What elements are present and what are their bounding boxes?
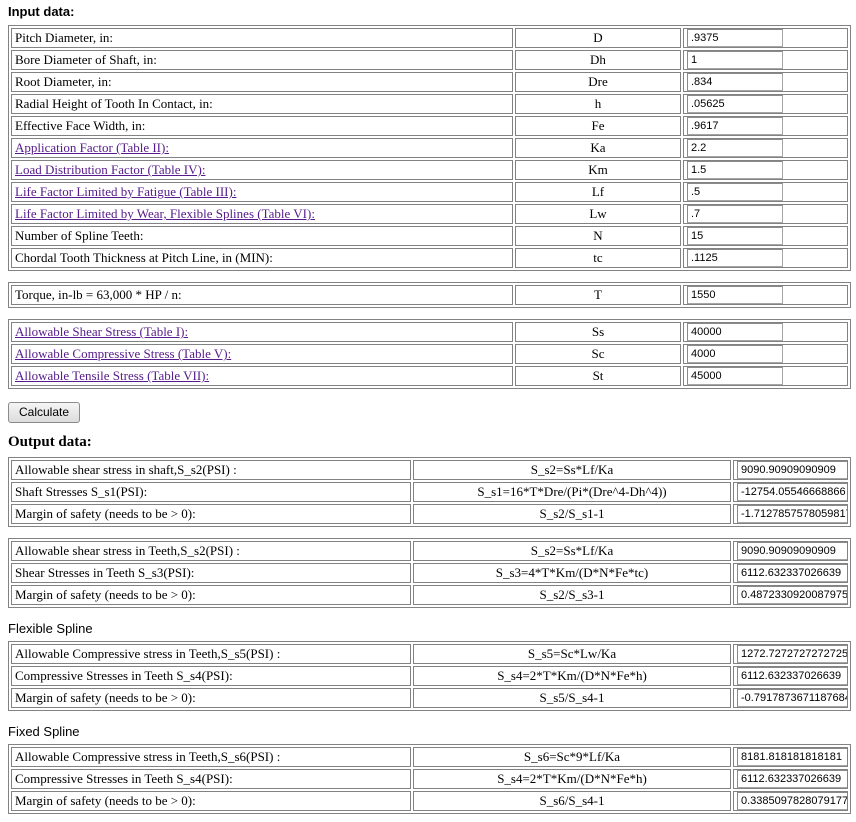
formula-cell — [413, 504, 731, 524]
output-value-field[interactable] — [737, 645, 848, 663]
symbol-cell — [515, 116, 681, 136]
formula-cell — [413, 688, 731, 708]
value-cell — [683, 116, 848, 136]
table-row — [11, 204, 848, 224]
symbol-label: Fe — [591, 118, 605, 134]
row-label: Effective Face Width, in: — [15, 118, 146, 134]
row-label-cell — [11, 28, 513, 48]
value-cell — [683, 72, 848, 92]
value-cell — [683, 160, 848, 180]
symbol-cell — [515, 204, 681, 224]
output-label: Compressive Stresses in Teeth S_s4(PSI): — [15, 771, 233, 787]
symbol-cell — [515, 344, 681, 364]
input-table — [8, 25, 851, 271]
symbol-cell — [515, 366, 681, 386]
calculate-button[interactable]: Calculate — [8, 402, 80, 423]
row-label: Root Diameter, in: — [15, 74, 112, 90]
value-input[interactable] — [687, 139, 783, 157]
table-row — [11, 28, 848, 48]
symbol-label: Dre — [588, 74, 608, 90]
output-label-cell — [11, 460, 411, 480]
calculate-button-row — [8, 402, 851, 423]
output-value-field[interactable] — [737, 667, 848, 685]
factor-table-link[interactable]: Life Factor Limited by Fatigue (Table III): — [15, 184, 237, 200]
symbol-label: Km — [588, 162, 608, 178]
output-value-cell — [733, 644, 848, 664]
table-row — [11, 285, 848, 305]
table-row — [11, 769, 848, 789]
output-value-cell — [733, 460, 848, 480]
table-row — [11, 94, 848, 114]
formula-label: S_s6=Sc*9*Lf/Ka — [523, 749, 621, 765]
output-label: Shaft Stresses S_s1(PSI): — [15, 484, 148, 500]
value-cell — [683, 226, 848, 246]
input-data-heading: Input data: — [8, 4, 75, 19]
formula-label: S_s5=Sc*Lw/Ka — [527, 646, 617, 662]
row-label: Radial Height of Tooth In Contact, in: — [15, 96, 213, 112]
formula-label: S_s4=2*T*Km/(D*N*Fe*h) — [497, 668, 647, 684]
formula-cell — [413, 563, 731, 583]
symbol-label: Ka — [590, 140, 606, 156]
value-cell — [683, 138, 848, 158]
symbol-cell — [515, 160, 681, 180]
row-label-cell — [11, 248, 513, 268]
symbol-label: Lf — [591, 184, 605, 200]
formula-label: S_s2/S_s1-1 — [539, 506, 605, 522]
output-label: Margin of safety (needs to be > 0): — [15, 690, 196, 706]
formula-label: S_s2/S_s3-1 — [539, 587, 605, 603]
output-value-cell — [733, 482, 848, 502]
row-label-cell — [11, 94, 513, 114]
symbol-cell — [515, 322, 681, 342]
value-cell — [683, 322, 848, 342]
output-label: Margin of safety (needs to be > 0): — [15, 506, 196, 522]
output-value-field[interactable] — [737, 770, 848, 788]
table-row — [11, 688, 848, 708]
symbol-cell — [515, 94, 681, 114]
row-label-cell — [11, 50, 513, 70]
symbol-cell — [515, 285, 681, 305]
table-row — [11, 666, 848, 686]
output-table-shaft — [8, 457, 851, 527]
output-value-cell — [733, 747, 848, 767]
symbol-cell — [515, 138, 681, 158]
factor-table-link[interactable]: Application Factor (Table II): — [15, 140, 169, 156]
output-label: Margin of safety (needs to be > 0): — [15, 587, 196, 603]
table-row — [11, 248, 848, 268]
table-row — [11, 791, 848, 811]
row-label-cell — [11, 226, 513, 246]
row-label-cell — [11, 116, 513, 136]
table-row — [11, 344, 848, 364]
output-value-field[interactable] — [737, 689, 848, 707]
table-row — [11, 50, 848, 70]
table-row — [11, 541, 848, 561]
table-row — [11, 563, 848, 583]
value-input[interactable] — [687, 29, 783, 47]
value-cell — [683, 204, 848, 224]
formula-label: S_s1=16*T*Dre/(Pi*(Dre^4-Dh^4)) — [477, 484, 667, 500]
output-label-cell — [11, 747, 411, 767]
row-label-cell — [11, 366, 513, 386]
formula-cell — [413, 482, 731, 502]
output-value-cell — [733, 769, 848, 789]
formula-label: S_s6/S_s4-1 — [539, 793, 605, 809]
row-label-cell — [11, 285, 513, 305]
table-row — [11, 460, 848, 480]
symbol-label: St — [592, 368, 604, 384]
symbol-label: h — [594, 96, 602, 112]
output-table-flexible-spline — [8, 641, 851, 711]
formula-cell — [413, 769, 731, 789]
output-label: Allowable Compressive stress in Teeth,S_s5(PSI) : — [15, 646, 281, 662]
formula-cell — [413, 791, 731, 811]
fixed-spline-heading: Fixed Spline — [8, 724, 80, 740]
output-label-cell — [11, 644, 411, 664]
row-label: Bore Diameter of Shaft, in: — [15, 52, 157, 68]
output-value-cell — [733, 666, 848, 686]
formula-label: S_s2=Ss*Lf/Ka — [530, 543, 614, 559]
value-input[interactable] — [687, 205, 783, 223]
formula-cell — [413, 747, 731, 767]
output-value-field[interactable] — [737, 542, 848, 560]
formula-label: S_s3=4*T*Km/(D*N*Fe*tc) — [495, 565, 649, 581]
row-label-cell — [11, 182, 513, 202]
output-value-cell — [733, 791, 848, 811]
output-value-cell — [733, 688, 848, 708]
value-input[interactable] — [687, 367, 783, 385]
value-cell — [683, 50, 848, 70]
torque-table — [8, 282, 851, 308]
symbol-cell — [515, 248, 681, 268]
factor-table-link[interactable]: Load Distribution Factor (Table IV): — [15, 162, 206, 178]
table-row — [11, 585, 848, 605]
output-value-field[interactable] — [737, 792, 848, 810]
output-label: Shear Stresses in Teeth S_s3(PSI): — [15, 565, 195, 581]
output-label-cell — [11, 666, 411, 686]
value-input[interactable] — [687, 161, 783, 179]
value-input[interactable] — [687, 183, 783, 201]
factor-table-link[interactable]: Life Factor Limited by Wear, Flexible Splines (Table VI): — [15, 206, 315, 222]
row-label-cell — [11, 322, 513, 342]
row-label-cell — [11, 138, 513, 158]
row-label: Chordal Tooth Thickness at Pitch Line, in (MIN): — [15, 250, 273, 266]
value-cell — [683, 182, 848, 202]
symbol-label: T — [594, 287, 602, 303]
flexible-spline-heading: Flexible Spline — [8, 621, 93, 637]
output-label-cell — [11, 563, 411, 583]
output-label-cell — [11, 688, 411, 708]
symbol-label: D — [593, 30, 603, 45]
value-input[interactable] — [687, 345, 783, 363]
output-value-field[interactable] — [737, 564, 848, 582]
output-label-cell — [11, 585, 411, 605]
value-cell — [683, 248, 848, 268]
output-label: Allowable Compressive stress in Teeth,S_s6(PSI) : — [15, 749, 281, 765]
symbol-cell — [515, 50, 681, 70]
value-input[interactable] — [687, 51, 783, 69]
output-label: Allowable shear stress in shaft,S_s2(PSI) : — [15, 462, 237, 478]
output-value-field[interactable] — [737, 461, 848, 479]
output-label-cell — [11, 769, 411, 789]
value-input[interactable] — [687, 286, 783, 304]
row-label-cell — [11, 160, 513, 180]
symbol-label: Sc — [591, 346, 605, 362]
table-row — [11, 644, 848, 664]
factor-table-link[interactable]: Allowable Compressive Stress (Table V): — [15, 346, 232, 362]
output-value-cell — [733, 541, 848, 561]
factor-table-link[interactable]: Allowable Shear Stress (Table I): — [15, 324, 189, 340]
output-value-field[interactable] — [737, 586, 848, 604]
table-row — [11, 160, 848, 180]
output-label-cell — [11, 791, 411, 811]
output-table-teeth-shear — [8, 538, 851, 608]
output-label-cell — [11, 504, 411, 524]
output-value-cell — [733, 504, 848, 524]
symbol-cell — [515, 226, 681, 246]
row-label-cell — [11, 72, 513, 92]
output-label: Margin of safety (needs to be > 0): — [15, 793, 196, 809]
output-value-field[interactable] — [737, 483, 848, 501]
formula-cell — [413, 460, 731, 480]
formula-label: S_s2=Ss*Lf/Ka — [530, 462, 614, 478]
symbol-label: Ss — [591, 324, 605, 340]
table-row — [11, 747, 848, 767]
output-value-field[interactable] — [737, 505, 848, 523]
table-row — [11, 72, 848, 92]
table-row — [11, 322, 848, 342]
table-row — [11, 116, 848, 136]
row-label: Number of Spline Teeth: — [15, 228, 144, 244]
value-input[interactable] — [687, 95, 783, 113]
output-label: Compressive Stresses in Teeth S_s4(PSI): — [15, 668, 233, 684]
allowable-stress-table — [8, 319, 851, 389]
formula-cell — [413, 666, 731, 686]
symbol-label: N — [593, 228, 603, 244]
table-row — [11, 504, 848, 524]
formula-label: S_s4=2*T*Km/(D*N*Fe*h) — [497, 771, 647, 787]
symbol-cell — [515, 72, 681, 92]
factor-table-link[interactable]: Allowable Tensile Stress (Table VII): — [15, 368, 210, 384]
formula-cell — [413, 541, 731, 561]
symbol-label: Lw — [589, 206, 607, 222]
value-input[interactable] — [687, 249, 783, 267]
symbol-cell — [515, 182, 681, 202]
row-label: Pitch Diameter, in: — [15, 30, 114, 45]
page — [8, 4, 851, 814]
value-input[interactable] — [687, 73, 783, 91]
table-row — [11, 226, 848, 246]
value-input[interactable] — [687, 227, 783, 245]
output-label: Allowable shear stress in Teeth,S_s2(PSI) : — [15, 543, 240, 559]
table-row — [11, 138, 848, 158]
symbol-cell — [515, 28, 681, 48]
row-label-cell — [11, 204, 513, 224]
value-cell — [683, 28, 848, 48]
symbol-label: Dh — [590, 52, 606, 68]
symbol-label: tc — [593, 250, 603, 266]
row-label-cell — [11, 344, 513, 364]
value-cell — [683, 285, 848, 305]
table-row — [11, 182, 848, 202]
table-row — [11, 366, 848, 386]
table-row — [11, 482, 848, 502]
output-label-cell — [11, 482, 411, 502]
output-value-cell — [733, 585, 848, 605]
output-label-cell — [11, 541, 411, 561]
row-label: Torque, in-lb = 63,000 * HP / n: — [15, 287, 182, 303]
output-data-heading: Output data: — [8, 434, 92, 451]
output-value-field[interactable] — [737, 748, 848, 766]
formula-cell — [413, 644, 731, 664]
formula-cell — [413, 585, 731, 605]
formula-label: S_s5/S_s4-1 — [539, 690, 605, 706]
value-cell — [683, 344, 848, 364]
value-cell — [683, 94, 848, 114]
value-input[interactable] — [687, 323, 783, 341]
output-value-cell — [733, 563, 848, 583]
value-input[interactable] — [687, 117, 783, 135]
value-cell — [683, 366, 848, 386]
